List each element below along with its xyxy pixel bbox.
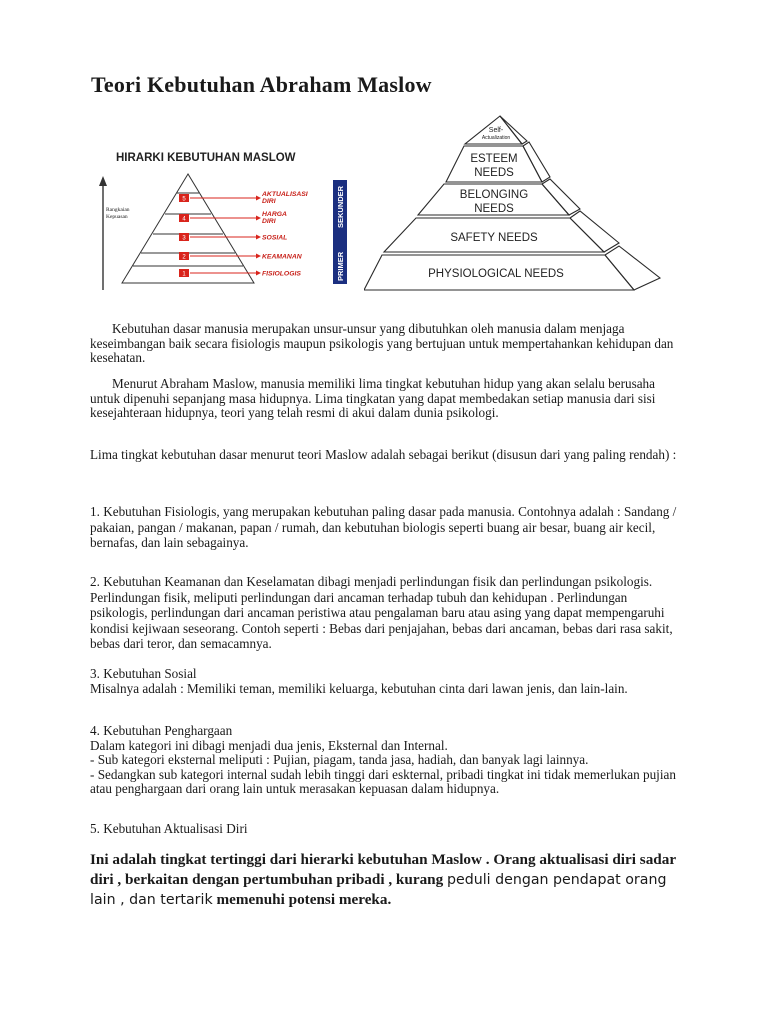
svg-text:3: 3	[182, 235, 186, 242]
svg-text:4: 4	[182, 216, 186, 223]
closing-paragraph: Ini adalah tingkat tertinggi dari hierarki kebutuhan Maslow . Orang aktualisasi diri sadar diri , berkaitan dengan pertumbuhan pribadi , kurang peduli dengan pendapat orang lain , dan tertarik memenuhi potensi mereka.	[90, 851, 676, 908]
tier-label: NEEDS	[474, 167, 514, 179]
bar-label-primer: PRIMER	[336, 251, 345, 281]
tier-label: Actualization	[481, 135, 511, 141]
connector-arrow-icons	[256, 196, 261, 276]
level-label: SOSIAL	[262, 234, 288, 242]
paragraph-intro: Kebutuhan dasar manusia merupakan unsur-unsur yang dibutuhkan oleh manusia dalam menjaga keseimbangan baik secara fisiologis maupun psikologis yang bertujuan untuk mempertahankan kehidupan dan kesehatan.	[90, 321, 674, 366]
list-item-keamanan: 2. Kebutuhan Keamanan dan Keselamatan dibagi menjadi perlindungan fisik dan perlindungan psikologis. Perlindungan fisik, meliputi perlindungan dari ancaman terhadap tubuh dan kehidupan . Perlindungan psikologis, perlindungan dari ancaman peristiwa atau pengalaman baru atau asing yang dapat mempengaruhi kondisi kejiwaan seseorang. Contoh seperti : Bebas dari penjajahan, bebas dari ancaman, bebas dari rasa sakit, bebas dari teror, dan semacamnya.	[90, 574, 673, 652]
svg-text:5: 5	[182, 196, 186, 203]
figure-heading: HIRARKI KEBUTUHAN MASLOW	[116, 152, 296, 164]
list-item-heading: 5. Kebutuhan Aktualisasi Diri	[90, 821, 248, 836]
page-title: Teori Kebutuhan Abraham Maslow	[91, 72, 432, 97]
list-item-heading: 3. Kebutuhan Sosial	[90, 666, 197, 681]
list-item-aktualisasi	[90, 822, 680, 837]
maslow-hierarchy-figure	[96, 140, 358, 296]
bar-label-sekunder: SEKUNDER	[336, 185, 345, 228]
list-item-heading: 4. Kebutuhan Penghargaan	[90, 723, 233, 738]
list-item-penghargaan: 4. Kebutuhan Penghargaan Dalam kategori ini dibagi menjadi dua jenis, Eksternal dan Internal. - Sub kategori eksternal meliputi : Pujian, piagam, tanda jasa, hadiah, dan banyak lagi lainnya. - Sedangkan sub kategori internal sudah lebih tinggi dari eskternal, pribadi tingkat ini tidak memerlukan pujian atau penghargaan dari orang lain untuk merasakan kepuasan dalam hidupnya.	[90, 724, 680, 797]
list-item-sosial: 3. Kebutuhan Sosial Misalnya adalah : Memiliki teman, memiliki keluarga, kebutuhan cinta dari lawan jenis, dan lain-lain.	[90, 667, 680, 696]
tier-label: NEEDS	[474, 203, 514, 215]
level-label: HARGA	[262, 211, 287, 218]
tier-label: ESTEEM	[470, 153, 518, 165]
tier-label: PHYSIOLOGICAL NEEDS	[428, 268, 564, 280]
axis-label: Rangkaian	[106, 207, 130, 213]
axis-label: Kepuasan	[106, 214, 128, 220]
needs-pyramid-figure	[364, 110, 662, 294]
tier-label: BELONGING	[459, 189, 529, 201]
paragraph-levels-intro: Lima tingkat kebutuhan dasar menurut teori Maslow adalah sebagai berikut (disusun dari yang paling rendah) :	[90, 447, 677, 462]
list-item-fisiologis: 1. Kebutuhan Fisiologis, yang merupakan kebutuhan paling dasar pada manusia. Contohnya adalah : Sandang / pakaian, pangan / makanan, papan / rumah, dan kebutuhan biologis seperti buang air besar, buang air kecil, bernafas, dan lain sebagainya.	[90, 504, 677, 551]
tier-label: Self-	[488, 127, 504, 134]
level-label: DIRI	[262, 198, 276, 205]
level-label: DIRI	[262, 218, 276, 225]
svg-text:2: 2	[182, 254, 186, 261]
level-label: AKTUALISASI	[262, 191, 308, 198]
level-label: KEAMANAN	[262, 253, 302, 261]
pyramid-outline	[122, 174, 254, 283]
level-label: FISIOLOGIS	[262, 270, 301, 278]
svg-text:1: 1	[182, 271, 186, 278]
paragraph-maslow: Menurut Abraham Maslow, manusia memiliki lima tingkat kebutuhan hidup yang akan selalu berusaha untuk dipenuhi sepanjang masa hidupnya. Lima tingkatan yang dapat membedakan setiap manusia dari sisi kesejahteraan hidupnya, teori yang telah resmi di akui dalam dunia psikologi.	[90, 376, 656, 421]
arrow-head-icon	[99, 176, 107, 186]
tier-label: SAFETY NEEDS	[450, 232, 538, 244]
